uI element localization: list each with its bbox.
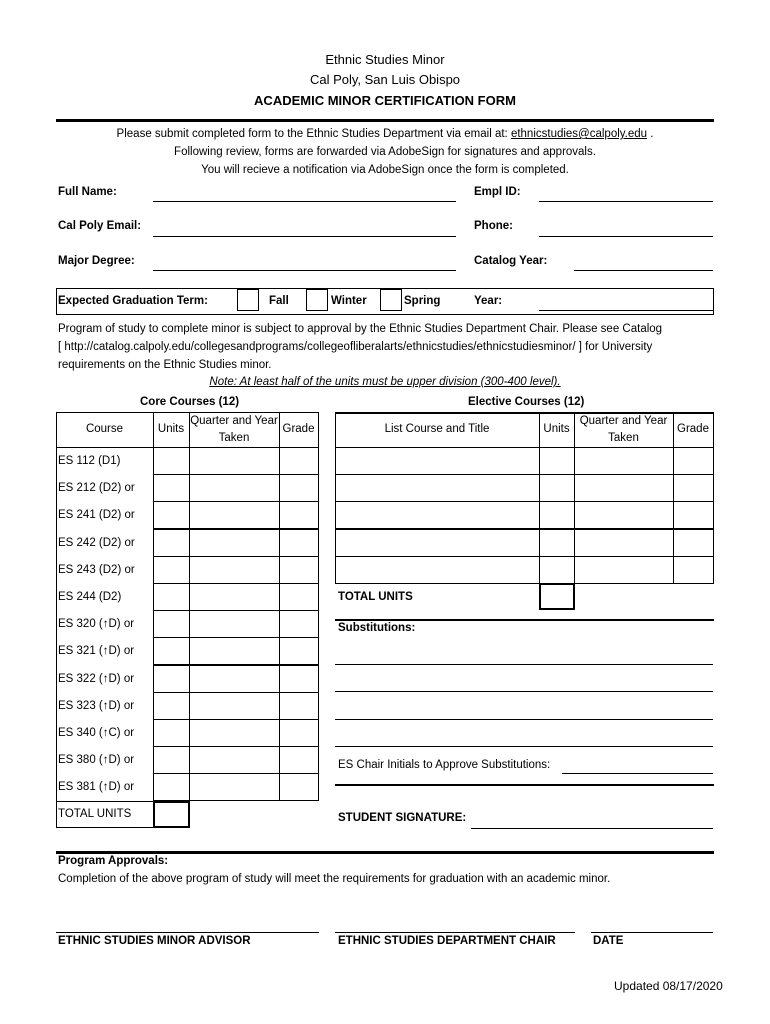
core-header-course: Course — [85, 423, 124, 435]
email-field[interactable] — [153, 236, 456, 237]
instruction-prefix: Please submit completed form to the Ethnic Studies Department via email at: — [116, 128, 511, 140]
core-units-cell[interactable] — [153, 773, 190, 801]
instruction-suffix: . — [647, 128, 654, 140]
updated-date: Updated 08/17/2020 — [614, 979, 723, 993]
core-quarter-cell[interactable] — [189, 556, 280, 584]
core-course-label: ES 381 (↑D) or — [58, 781, 135, 794]
elective-header-units: Units — [543, 423, 570, 435]
year-label: Year: — [474, 295, 503, 307]
elective-grade-cell[interactable] — [673, 556, 714, 584]
core-quarter-cell[interactable] — [189, 610, 280, 638]
chair-label: ETHNIC STUDIES DEPARTMENT CHAIR — [338, 935, 556, 947]
core-course-label: ES 320 (↑D) or — [58, 618, 135, 631]
core-grade-cell[interactable] — [279, 529, 319, 557]
major-field[interactable] — [153, 270, 456, 271]
elective-course-cell[interactable] — [335, 447, 540, 475]
core-grade-cell[interactable] — [279, 719, 319, 747]
elective-units-cell[interactable] — [539, 501, 575, 529]
core-heading: Core Courses (12) — [140, 396, 240, 408]
core-grade-cell[interactable] — [279, 501, 319, 529]
instruction-line3: You will recieve a notification via AdobeSign once the form is completed. — [201, 164, 569, 176]
core-course-label: ES 340 (↑C) or — [58, 727, 135, 739]
spring-checkbox[interactable] — [380, 289, 402, 311]
elective-total-label: TOTAL UNITS — [338, 591, 413, 603]
winter-label: Winter — [331, 295, 367, 307]
core-units-cell[interactable] — [153, 746, 190, 774]
substitution-line-2[interactable] — [335, 691, 713, 692]
core-units-cell[interactable] — [153, 610, 190, 638]
elective-course-cell[interactable] — [335, 556, 540, 584]
full-name-field[interactable] — [153, 201, 456, 202]
winter-checkbox[interactable] — [306, 289, 328, 311]
elective-grade-cell[interactable] — [673, 447, 714, 475]
spring-label: Spring — [404, 295, 441, 307]
elective-grade-cell[interactable] — [673, 529, 714, 557]
instruction-line2: Following review, forms are forwarded via AdobeSign for signatures and approvals. — [174, 146, 596, 158]
core-grade-cell[interactable] — [279, 665, 319, 693]
empl-id-field[interactable] — [539, 201, 713, 202]
fall-label: Fall — [269, 295, 289, 307]
chair-signature-line[interactable] — [335, 932, 575, 933]
date-line[interactable] — [591, 932, 713, 933]
elective-course-cell[interactable] — [335, 501, 540, 529]
catalog-year-label: Catalog Year: — [474, 255, 548, 267]
core-course-label: ES 241 (D2) or — [58, 509, 135, 522]
core-grade-cell[interactable] — [279, 447, 319, 475]
elective-quarter-cell[interactable] — [574, 501, 674, 529]
elective-total-units-cell[interactable] — [539, 583, 575, 610]
form-title: ACADEMIC MINOR CERTIFICATION FORM — [254, 93, 516, 108]
core-units-cell[interactable] — [153, 583, 190, 611]
elective-header-quarter: Quarter and Year Taken — [579, 414, 668, 444]
core-units-cell[interactable] — [153, 637, 190, 665]
program-note-line1: Program of study to complete minor is subject to approval by the Ethnic Studies Department Chair. Please see Catalog — [58, 323, 663, 335]
core-units-cell[interactable] — [153, 447, 190, 475]
elective-units-cell[interactable] — [539, 556, 575, 584]
core-quarter-cell[interactable] — [189, 583, 280, 611]
core-course-label: ES 244 (D2) — [58, 591, 122, 603]
elective-units-cell[interactable] — [539, 529, 575, 557]
signature-rule — [335, 784, 714, 786]
header-line1: Ethnic Studies Minor — [325, 52, 445, 67]
core-course-label: ES 322 (↑D) or — [58, 672, 135, 685]
substitution-line-3[interactable] — [335, 719, 713, 720]
core-units-cell[interactable] — [153, 665, 190, 693]
core-header-quarter: Quarter and Year Taken — [190, 414, 278, 444]
header-rule — [56, 119, 714, 122]
approvals-rule — [56, 851, 714, 854]
core-header-units: Units — [157, 423, 185, 435]
program-note-line2: [ http://catalog.calpoly.edu/collegesandprograms/collegeofliberalarts/ethnicstudies/ethnicstudiesminor/ ] for University — [58, 341, 653, 353]
core-grade-cell[interactable] — [279, 637, 319, 665]
core-quarter-cell[interactable] — [189, 665, 280, 693]
core-units-cell[interactable] — [153, 692, 190, 720]
core-units-cell[interactable] — [153, 501, 190, 529]
core-grade-cell[interactable] — [279, 692, 319, 720]
student-signature-field[interactable] — [471, 828, 713, 829]
core-quarter-cell[interactable] — [189, 637, 280, 665]
core-quarter-cell[interactable] — [189, 474, 280, 502]
core-units-cell[interactable] — [153, 556, 190, 584]
upper-division-note: Note: At least half of the units must be upper division (300-400 level). — [209, 376, 561, 388]
core-course-label: ES 242 (D2) or — [58, 536, 135, 549]
core-grade-cell[interactable] — [279, 556, 319, 584]
elective-units-cell[interactable] — [539, 474, 575, 502]
chair-initials-label: ES Chair Initials to Approve Substitutions: — [338, 759, 551, 771]
instruction-line1 — [0, 128, 770, 140]
core-course-label: ES 212 (D2) or — [58, 482, 135, 495]
elective-header-course: List Course and Title — [384, 423, 490, 435]
core-course-label: ES 112 (D1) — [58, 455, 121, 467]
core-quarter-cell[interactable] — [189, 501, 280, 529]
core-course-label: ES 321 (↑D) or — [58, 645, 135, 658]
substitutions-rule — [335, 619, 714, 621]
core-grade-cell[interactable] — [279, 773, 319, 801]
email-link[interactable]: ethnicstudies@calpoly.edu — [510, 128, 648, 140]
core-header-grade: Grade — [282, 423, 315, 435]
elective-course-cell[interactable] — [335, 474, 540, 502]
elective-header-grade: Grade — [677, 423, 709, 435]
core-quarter-cell[interactable] — [189, 773, 280, 801]
elective-grade-cell[interactable] — [673, 474, 714, 502]
core-total-units-cell[interactable] — [153, 801, 190, 828]
chair-initials-field[interactable] — [562, 773, 713, 774]
core-course-label: ES 243 (D2) or — [58, 563, 135, 576]
elective-quarter-cell[interactable] — [574, 447, 674, 475]
approvals-text: Completion of the above program of study will meet the requirements for graduation with an academic minor. — [58, 873, 611, 885]
core-quarter-cell[interactable] — [189, 447, 280, 475]
core-grade-cell[interactable] — [279, 610, 319, 638]
elective-quarter-cell[interactable] — [574, 529, 674, 557]
empl-id-label: Empl ID: — [474, 186, 521, 198]
elective-units-cell[interactable] — [539, 447, 575, 475]
core-course-label: ES 380 (↑D) or — [58, 754, 135, 767]
core-grade-cell[interactable] — [279, 746, 319, 774]
core-units-cell[interactable] — [153, 719, 190, 747]
core-grade-cell[interactable] — [279, 583, 319, 611]
elective-quarter-cell[interactable] — [574, 556, 674, 584]
header-line2: Cal Poly, San Luis Obispo — [309, 72, 461, 87]
grad-term-label: Expected Graduation Term: — [58, 295, 208, 307]
advisor-label: ETHNIC STUDIES MINOR ADVISOR — [58, 935, 251, 947]
major-label: Major Degree: — [58, 255, 135, 267]
phone-label: Phone: — [474, 220, 513, 232]
catalog-year-field[interactable] — [574, 270, 713, 271]
core-left-border — [56, 412, 57, 801]
phone-field[interactable] — [539, 236, 713, 237]
approvals-label: Program Approvals: — [58, 855, 169, 867]
core-grade-cell[interactable] — [279, 474, 319, 502]
elective-grade-cell[interactable] — [673, 501, 714, 529]
substitutions-label: Substitutions: — [338, 622, 416, 634]
substitution-line-4[interactable] — [335, 746, 713, 747]
core-units-cell[interactable] — [153, 529, 190, 557]
core-units-cell[interactable] — [153, 474, 190, 502]
year-field[interactable] — [539, 310, 713, 311]
core-total-label: TOTAL UNITS — [58, 807, 132, 820]
core-quarter-cell[interactable] — [189, 719, 280, 747]
substitution-line-1[interactable] — [335, 664, 713, 665]
elective-quarter-cell[interactable] — [574, 474, 674, 502]
date-label: DATE — [593, 935, 624, 947]
full-name-label: Full Name: — [58, 186, 117, 198]
elective-heading: Elective Courses (12) — [468, 396, 585, 408]
core-quarter-cell[interactable] — [189, 529, 280, 557]
core-course-label: ES 323 (↑D) or — [58, 699, 135, 712]
core-quarter-cell[interactable] — [189, 692, 280, 720]
fall-checkbox[interactable] — [237, 289, 259, 311]
elective-course-cell[interactable] — [335, 529, 540, 557]
student-signature-label: STUDENT SIGNATURE: — [338, 812, 467, 824]
advisor-signature-line[interactable] — [56, 932, 319, 933]
email-label: Cal Poly Email: — [58, 220, 142, 232]
core-quarter-cell[interactable] — [189, 746, 280, 774]
program-note-line3: requirements on the Ethnic Studies minor. — [58, 359, 272, 371]
